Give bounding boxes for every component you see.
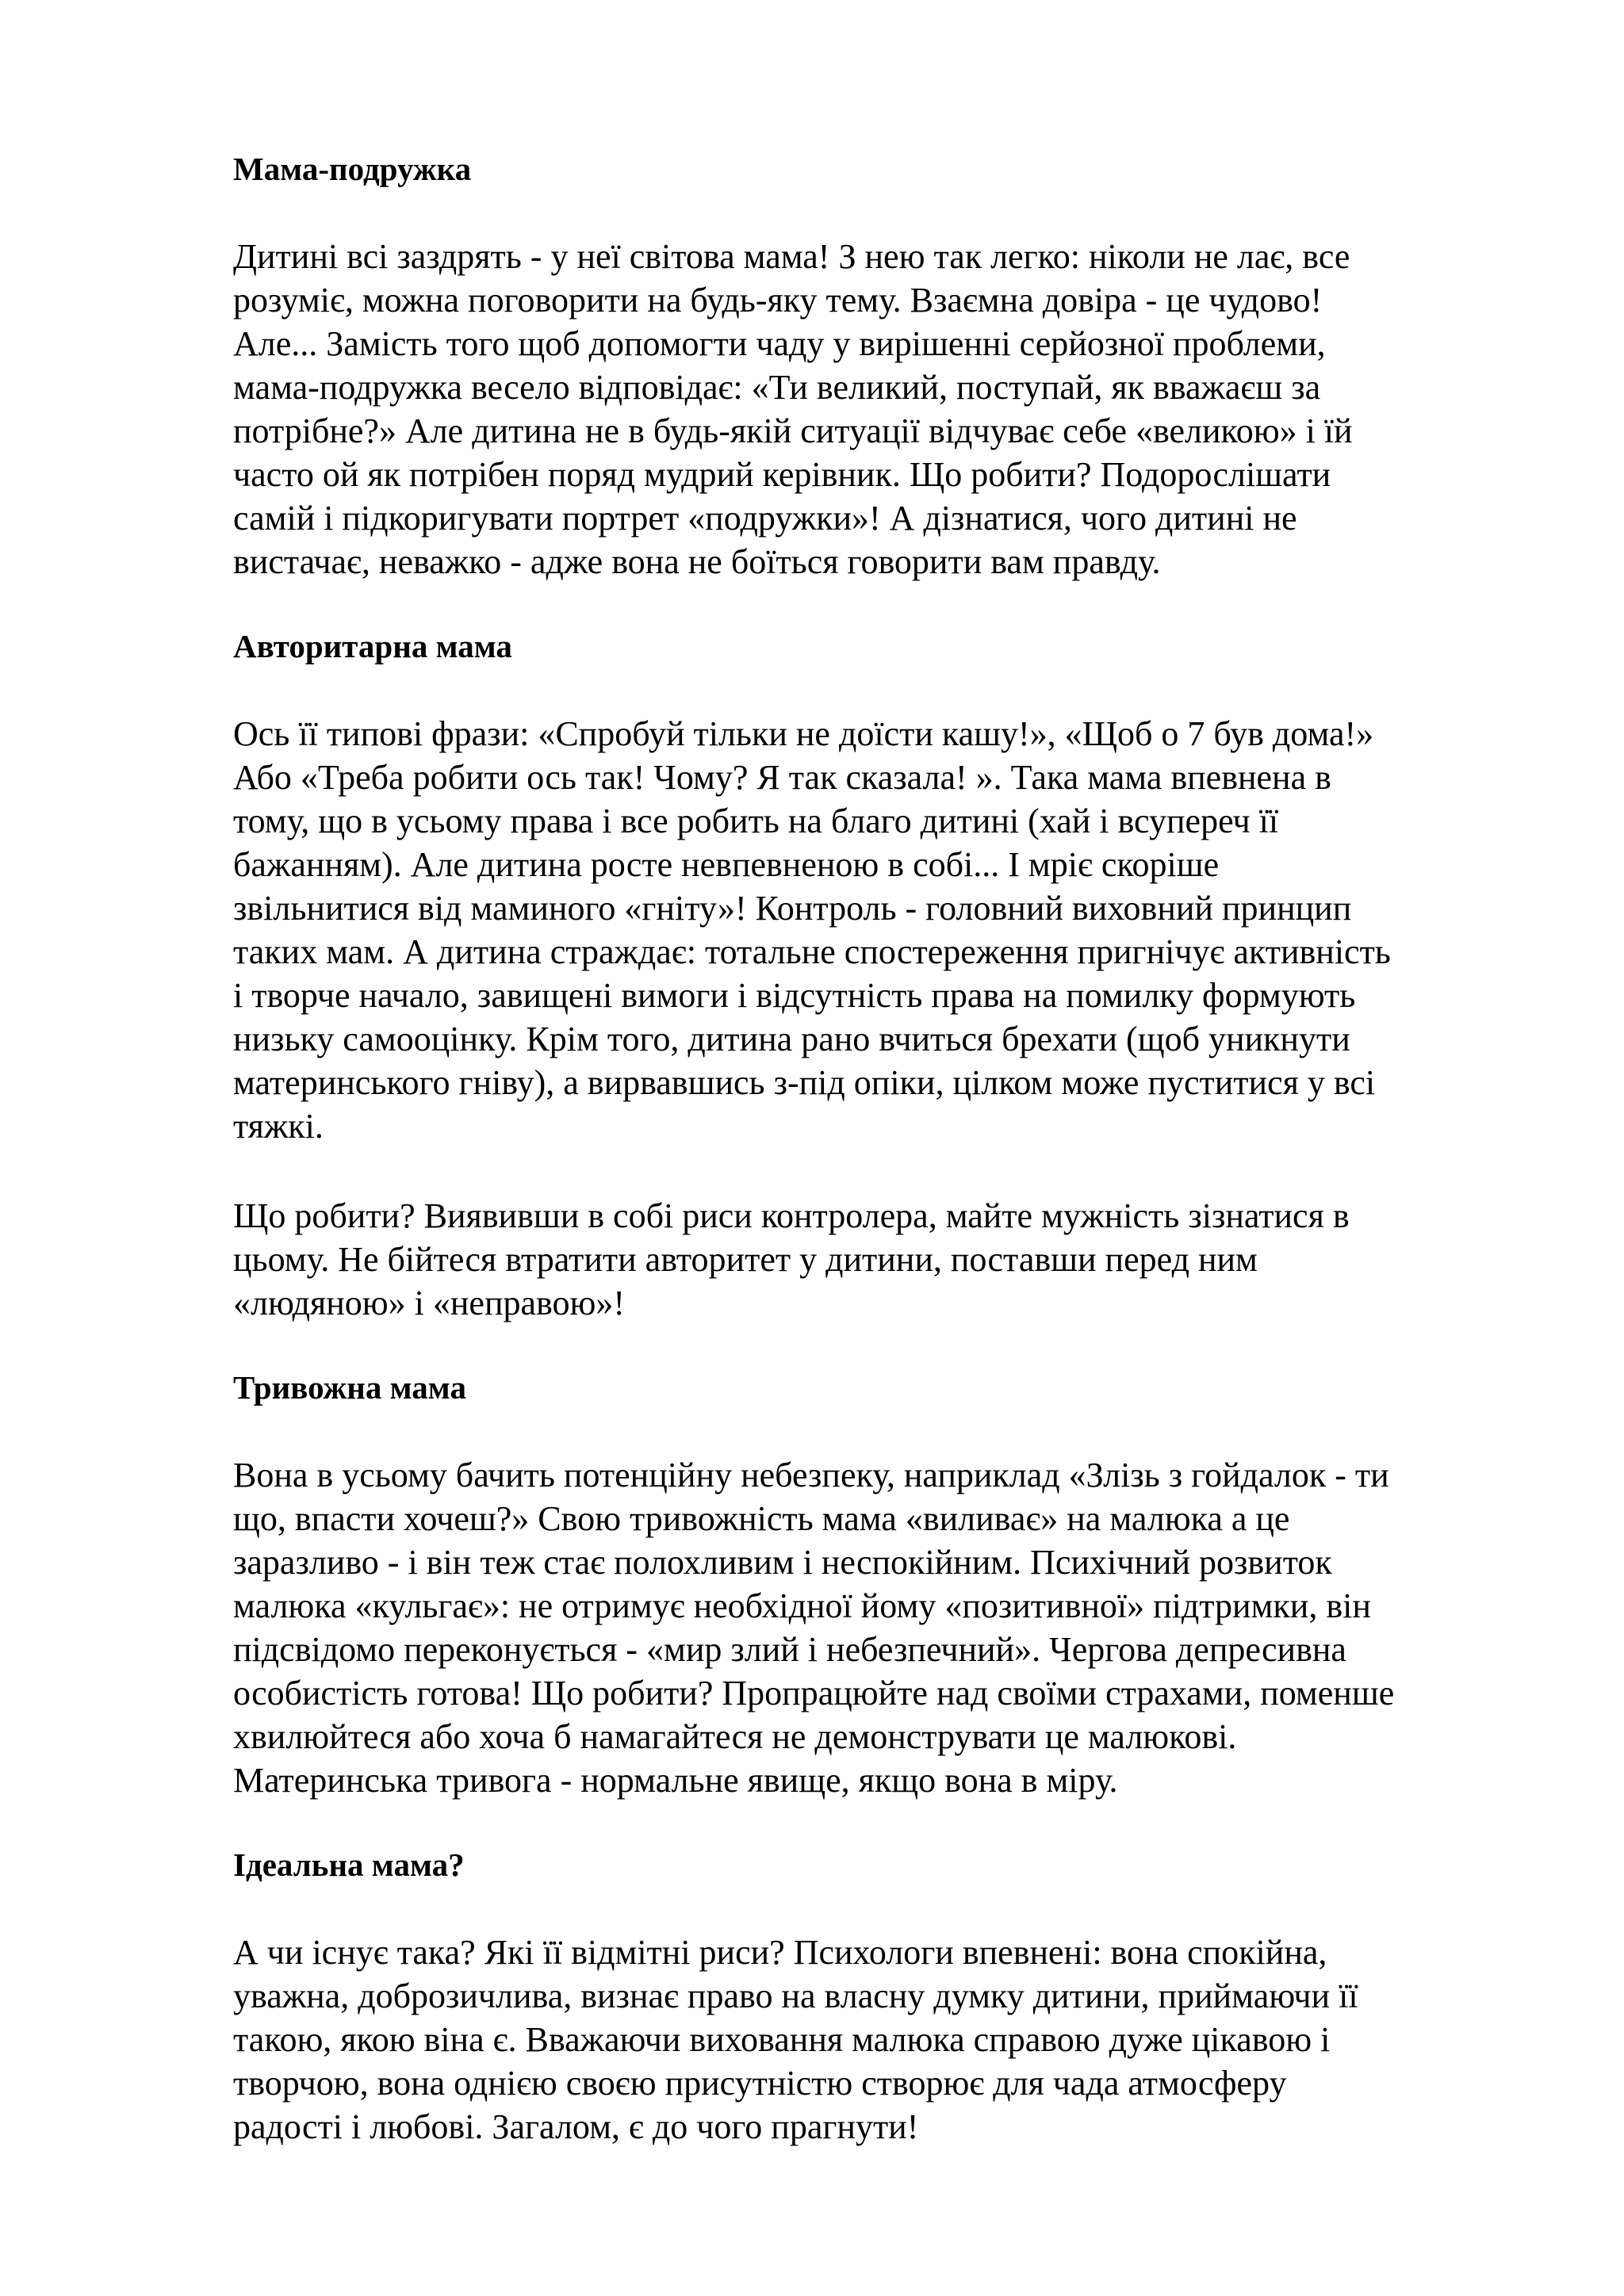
section-paragraph: Що робити? Виявивши в собі риси контролера, майте мужність зізнатися в цьому. Не бійтеся втратити авторитет у дитини, поставши перед ним «людяною» і «неправою»! bbox=[233, 1196, 1350, 1322]
section-title-mama-podruzhka: Мама-подружка bbox=[233, 151, 472, 187]
section-title-tryvozhna-mama: Тривожна мама bbox=[233, 1369, 466, 1406]
document-body bbox=[233, 147, 1518, 2149]
section-paragraph: Ось її типові фрази: «Спробуй тільки не доїсти кашу!», «Щоб о 7 був дома!» Або «Треба робити ось так! Чому? Я так сказала! ». Така мама впевнена в тому, що в усьому права і все робить на благо дитині (хай і всупереч її бажанням). Але дитина росте невпевненою в собі... І мріє скоріше звільнитися від маминого «гніту»! Контроль - головний виховний принцип таких мам. А дитина страждає: тотальне спостереження пригнічує активність і творче начало, завищені вимоги і відсутність права на помилку формують низьку самооцінку. Крім того, дитина рано вчиться брехати (щоб уникнути материнського гніву), а вирвавшись з-під опіки, цілком може пуститися у всі тяжкі. bbox=[233, 714, 1391, 1146]
section-paragraph: Дитині всі заздрять - у неї світова мама! З нею так легко: ніколи не лає, все розуміє, можна поговорити на будь-яку тему. Взаємна довіра - це чудово! Але... Замість того щоб допомогти чаду у вирішенні серйозної проблеми, мама-подружка весело відповідає: «Ти великий, поступай, як вважаєш за потрібне?» Але дитина не в будь-якій ситуації відчуває себе «великою» і їй часто ой як потрібен поряд мудрий керівник. Що робити? Подорослішати самій і підкоригувати портрет «подружки»! А дізнатися, чого дитині не вистачає, неважко - адже вона не боїться говорити вам правду. bbox=[233, 237, 1353, 581]
section-title-avtorytarna-mama: Авторитарна мама bbox=[233, 628, 512, 664]
section-paragraph: Вона в усьому бачить потенційну небезпеку, наприклад «Злізь з гойдалок - ти що, впасти хочеш?» Свою тривожність мама «виливає» на малюка а це заразливо - і він теж стає полохливим і неспокійним. Психічний розвиток малюка «кульгає»: не отримує необхідної йому «позитивної» підтримки, він підсвідомо переконується - «мир злий і небезпечний». Чергова депресивна особистість готова! Що робити? Пропрацюйте над своїми страхами, поменше хвилюйтеся або хоча б намагайтеся не демонструвати це малюкові. Материнська тривога - нормальне явище, якщо вона в міру. bbox=[233, 1456, 1395, 1800]
section-paragraph: А чи існує така? Які її відмітні риси? Психологи впевнені: вона спокійна, уважна, доброзичлива, визнає право на власну думку дитини, приймаючи її такою, якою віна є. Вважаючи виховання малюка справою дуже цікавою і творчою, вона однією своєю присутністю створює для чада атмосферу радості і любові. Загалом, є до чого прагнути! bbox=[233, 1933, 1358, 2146]
section-title-idealna-mama: Ідеальна мама? bbox=[233, 1846, 465, 1883]
